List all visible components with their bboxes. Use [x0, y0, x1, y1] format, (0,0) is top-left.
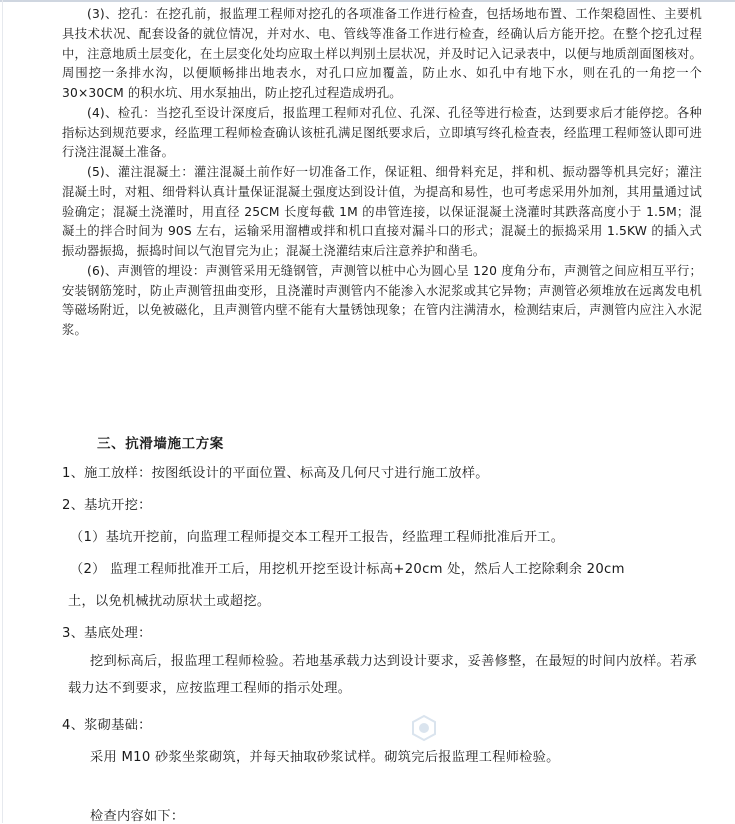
- sonic-tube-paragraph: (6)、声测管的埋设：声测管采用无缝钢管，声测管以桩中心为圆心呈 120 度角分布，声测管之间应相互平行；安装钢筋笼时，防止声测管扭曲变形，且浇灌时声测管内不能渗入水泥浆或其它异物；声测管必须堆放在远离发电机等磁场附近，以免被磁化，且声测管内壁不能有大量锈蚀现象；在管内注满清水，检测结束后，声测管内应注入水泥浆。: [62, 263, 702, 337]
- concrete-pouring-paragraph: (5)、灌注混凝土：灌注混凝土前作好一切准备工作，保证粗、细骨料充足，拌和机、振动器等机具完好；灌注混凝土时，对粗、细骨料认真计量保证混凝土强度达到设计值，为提高和易性，也可考虑采用外加剂，其用量通过试验确定；混凝土浇灌时，用直径 25CM 长度每截 1M 的串管连接，以保证混凝土浇灌时其跌落高度小于 1.5M；混凝土的拌合时间为 90S 左右，运输采用溜槽或拌和机口直接对漏斗口的形式；混凝土的振捣采用 1.5KW 的插入式振动器振捣，振捣时间以气泡冒完为止；混凝土浇灌结束后注意养护和凿毛。: [62, 165, 702, 258]
- item-3-title: 3、基底处理：: [62, 626, 152, 641]
- excavation-block: [62, 5, 702, 341]
- item-3-text: 挖到标高后，报监理工程师检验。若地基承载力达到设计要求，妥善修整，在最短的时间内放样。若承载力达不到要求，应按监理工程师的指示处理。: [68, 654, 697, 696]
- item-3-body: [68, 648, 702, 702]
- check-label: 检查内容如下：: [90, 809, 185, 824]
- item-4-body: 采用 M10 砂浆坐浆砌筑，并每天抽取砂浆试样。砌筑完后报监理工程师检验。: [90, 750, 560, 765]
- excavation-paragraph: (3)、挖孔：在挖孔前，报监理工程师对挖孔的各项准备工作进行检查，包括场地布置、工作架稳固性、主要机具技术状况、配套设备的就位情况，并对水、电、管线等准备工作进行检查，经确认后方能开挖。在整个挖孔过程中，注意地质土层变化，在土层变化处均应取土样以判别土层状况，并及时记入记录表中，以便与地质剖面图核对。周围挖一条排水沟，以便顺畅排出地表水，对孔口应加覆盖，防止水、如孔中有地下水，则在孔的一角挖一个 30×30CM 的积水坑、用水泵抽出，防止挖孔过程造成坍孔。: [62, 7, 702, 100]
- item-4-title: 4、浆砌基础：: [62, 718, 152, 733]
- hole-inspection-paragraph: (4)、检孔：当挖孔至设计深度后，报监理工程师对孔位、孔深、孔径等进行检查，达到要求后才能停挖。各种指标达到规范要求，经监理工程师检查确认该桩孔满足图纸要求后，立即填写终孔检查表，经监理工程师签认即可进行浇注混凝土准备。: [62, 105, 702, 160]
- watermark-logo: [410, 714, 438, 742]
- item-1: 1、施工放样：按图纸设计的平面位置、标高及几何尺寸进行施工放样。: [62, 466, 489, 481]
- item-2-2-line1: （2） 监理工程师批准开工后，用挖机开挖至设计标高+20cm 处，然后人工挖除剩余 20cm: [70, 562, 625, 577]
- item-2-1: （1）基坑开挖前，向监理工程师提交本工程开工报告，经监理工程师批准后开工。: [70, 530, 565, 545]
- section-heading: 三、抗滑墙施工方案: [97, 436, 224, 452]
- item-2-2-line2: 土，以免机械扰动原状土或超挖。: [68, 594, 271, 609]
- left-border: [2, 0, 3, 823]
- top-border: [0, 0, 735, 2]
- item-2-title: 2、基坑开挖：: [62, 498, 152, 513]
